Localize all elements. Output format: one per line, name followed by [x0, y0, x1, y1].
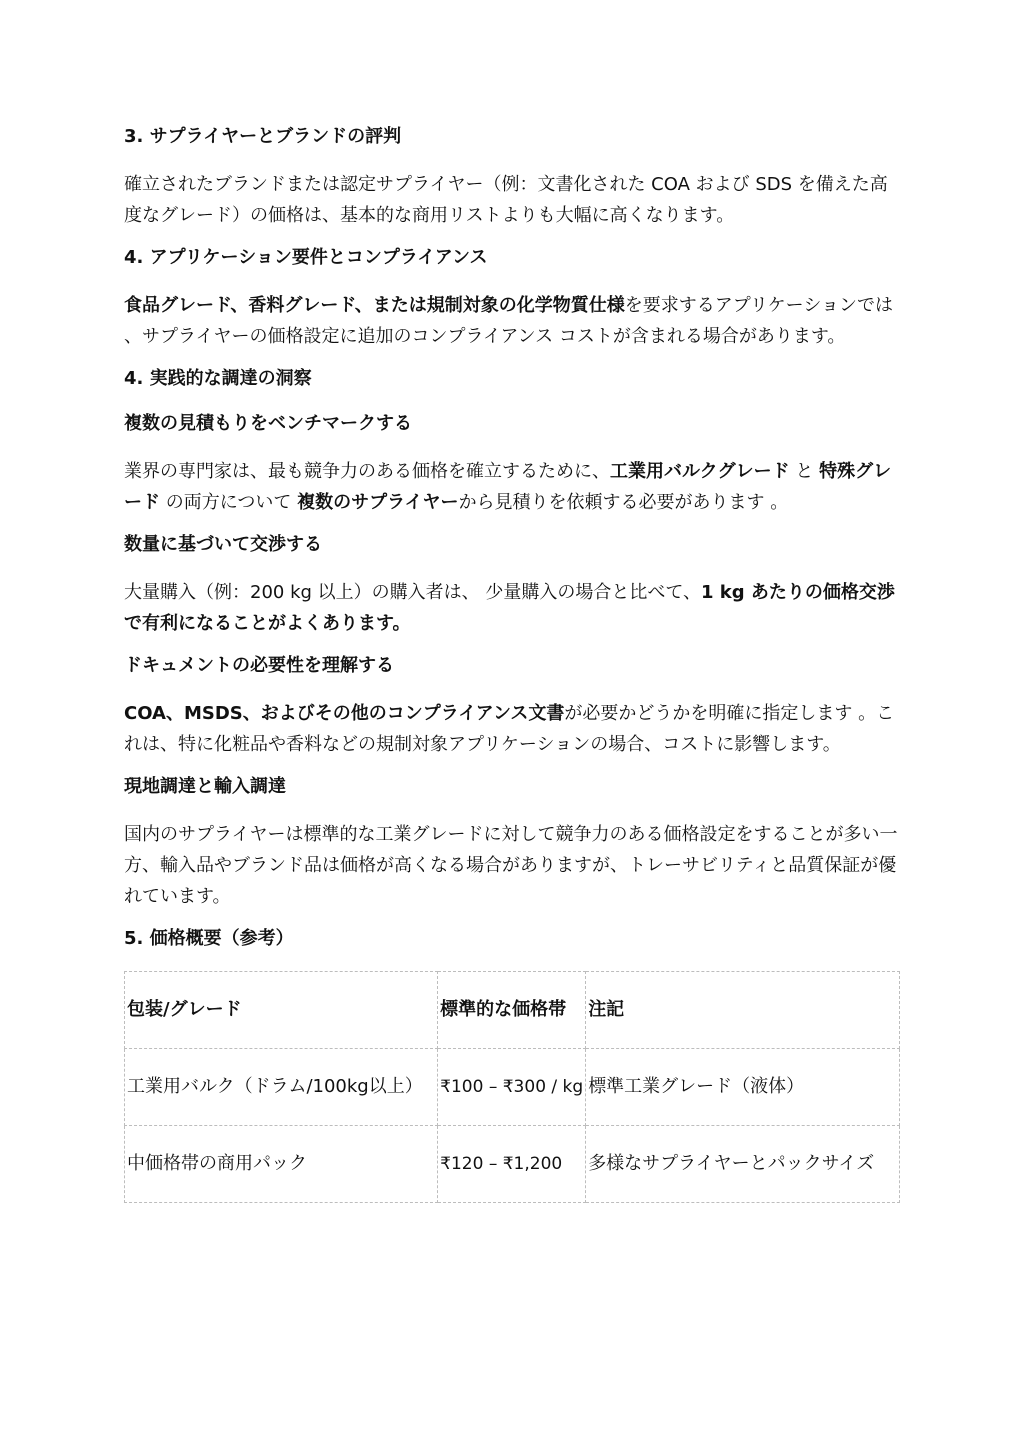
section-4a-body — [124, 290, 900, 352]
quotes-bold-3: 複数のサプライヤー — [297, 492, 459, 513]
price-table — [124, 971, 900, 1203]
table-cell: 多様なサプライヤーとパックサイズ — [586, 1126, 900, 1203]
table-header-cell: 注記 — [586, 972, 900, 1049]
section-4a-bold: 食品グレード、香料グレード、または規制対象の化学物質仕様 — [124, 295, 625, 316]
table-header-cell: 包装/グレード — [125, 972, 438, 1049]
volume-title: 数量に基づいて交渉する — [124, 534, 322, 555]
document-page — [124, 124, 900, 1203]
sourcing-title: 現地調達と輸入調達 — [124, 776, 286, 797]
table-row — [125, 1049, 900, 1126]
volume-text-1: 大量購入（例：200 kg 以上）の購入者は、 少量購入の場合と比べて、 — [124, 582, 702, 603]
section-4b-title: 4. 実践的な調達の洞察 — [124, 368, 312, 389]
section-5-title: 5. 価格概要（参考） — [124, 928, 294, 949]
quotes-text-4: から見積りを依頼する必要があります 。 — [458, 492, 789, 513]
table-cell: 工業用バルク（ドラム/100kg以上） — [125, 1049, 438, 1126]
documents-body — [124, 698, 900, 760]
quotes-text-1: 業界の専門家は、最も競争力のある価格を確立するために、 — [124, 461, 610, 482]
table-row — [125, 1126, 900, 1203]
volume-body — [124, 577, 900, 639]
table-cell: 標準工業グレード（液体） — [586, 1049, 900, 1126]
quotes-bold-1: 工業用バルクグレード — [610, 461, 790, 482]
documents-bold-1: COA、MSDS、およびその他のコンプライアンス文書 — [124, 703, 565, 724]
table-header-cell: 標準的な価格帯 — [438, 972, 586, 1049]
table-cell: 中価格帯の商用パック — [125, 1126, 438, 1203]
volume-bold-1: 1 kg あたりの価格交渉で有利になることがよくあります。 — [124, 582, 895, 634]
table-cell: ₹100 – ₹300 / kg — [438, 1049, 586, 1126]
sourcing-body: 国内のサプライヤーは標準的な工業グレードに対して競争力のある価格設定をすることが多い一方、輸入品やブランド品は価格が高くなる場合がありますが、トレーサビリティと品質保証が優れています。 — [124, 824, 898, 907]
quotes-text-3: の両方について — [160, 492, 298, 513]
section-3-body: 確立されたブランドまたは認定サプライヤー（例：文書化された COA および SDS を備えた高度なグレード）の価格は、基本的な商用リストよりも大幅に高くなります。 — [124, 174, 888, 226]
section-3-title: 3. サプライヤーとブランドの評判 — [124, 126, 402, 147]
documents-title: ドキュメントの必要性を理解する — [124, 655, 394, 676]
quotes-body — [124, 456, 900, 518]
table-header-row — [125, 972, 900, 1049]
quotes-text-2: と — [789, 461, 820, 482]
documents-text-1: が必要かどうかを明確に指定します 。これは、特に化粧品や香料などの規制対象アプリケーションの場合、コストに影響します。 — [124, 703, 895, 755]
section-4a-title: 4. アプリケーション要件とコンプライアンス — [124, 247, 488, 268]
table-cell: ₹120 – ₹1,200 — [438, 1126, 586, 1203]
quotes-bold-2: 特殊グレード — [124, 461, 892, 513]
section-4a-rest: を要求するアプリケーションでは 、サプライヤーの価格設定に追加のコンプライアンス コストが含まれる場合があります。 — [124, 295, 893, 347]
quotes-title: 複数の見積もりをベンチマークする — [124, 413, 412, 434]
